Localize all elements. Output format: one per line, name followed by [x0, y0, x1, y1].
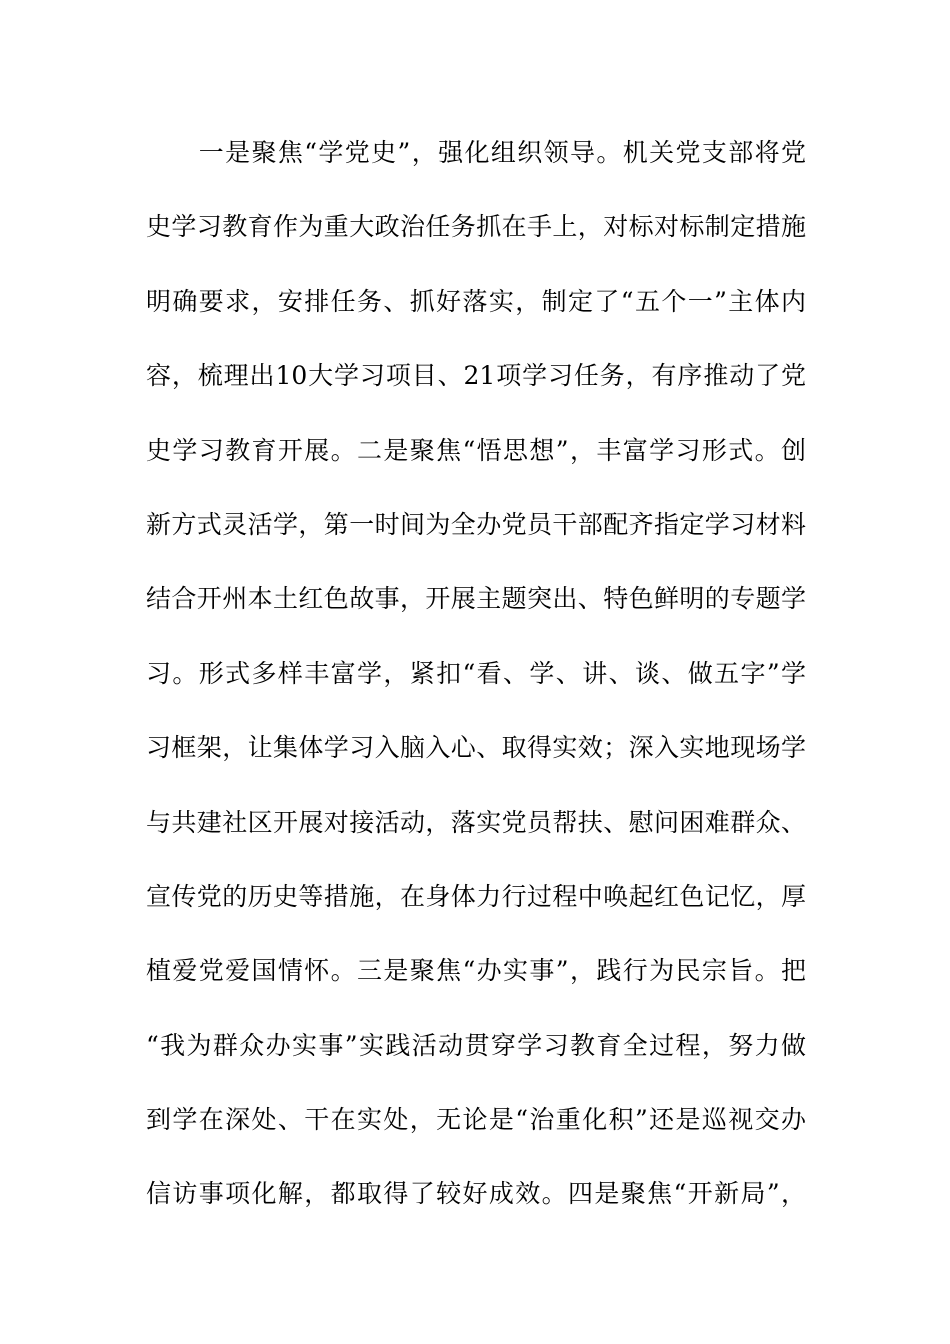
text-line: 史学习教育开展。二是聚焦“悟思想”，丰富学习形式。创 [146, 435, 806, 465]
text-line: 信访事项化解，都取得了较好成效。四是聚焦“开新局”， [146, 1179, 806, 1209]
text-line: 植爱党爱国情怀。三是聚焦“办实事”，践行为民宗旨。把 [146, 956, 806, 986]
text-line: 一是聚焦“学党史”，强化组织领导。机关党支部将党 [146, 138, 806, 167]
text-line: 容，梳理出10大学习项目、21项学习任务，有序推动了党 [146, 361, 806, 391]
text-line: 新方式灵活学，第一时间为全办党员干部配齐指定学习材料 [146, 509, 806, 539]
text-line: 到学在深处、干在实处，无论是“治重化积”还是巡视交办 [146, 1105, 806, 1135]
text-line: 习框架，让集体学习入脑入心、取得实效；深入实地现场学 [146, 733, 806, 763]
body-paragraph [146, 128, 806, 1244]
text-line: “我为群众办实事”实践活动贯穿学习教育全过程，努力做 [146, 1030, 806, 1060]
text-line: 结合开州本土红色故事，开展主题突出、特色鲜明的专题学 [146, 584, 806, 614]
text-line: 宣传党的历史等措施，在身体力行过程中唤起红色记忆，厚 [146, 881, 806, 911]
text-line: 与共建社区开展对接活动，落实党员帮扶、慰问困难群众、 [146, 807, 806, 837]
text-line: 明确要求，安排任务、抓好落实，制定了“五个一”主体内 [146, 286, 806, 316]
text-line: 习。形式多样丰富学，紧扣“看、学、讲、谈、做五字”学 [146, 658, 806, 688]
text-line: 史学习教育作为重大政治任务抓在手上，对标对标制定措施 [146, 212, 806, 242]
